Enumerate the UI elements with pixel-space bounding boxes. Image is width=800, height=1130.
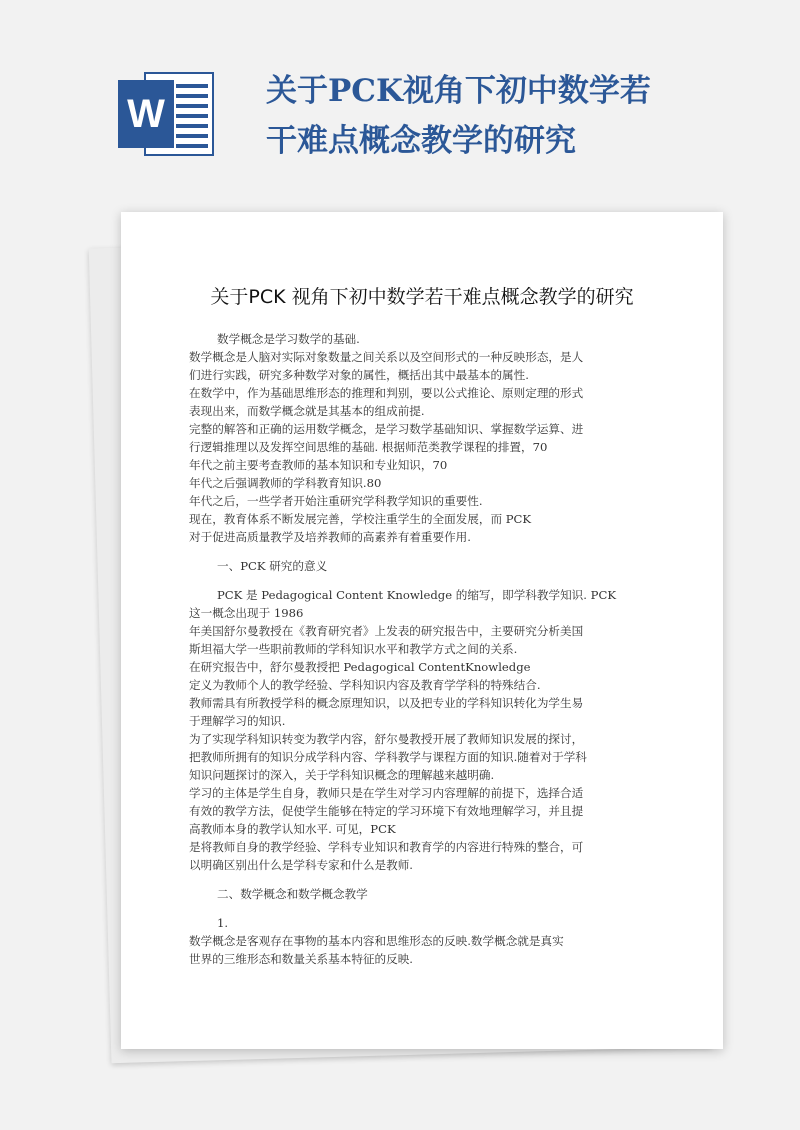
paragraph-line: 表现出来，而数学概念就是其基本的组成前提. — [189, 404, 425, 418]
paragraph-line: 对于促进高质量教学及培养教师的高素养有着重要作用. — [189, 530, 471, 544]
section-heading: 一、PCK 研究的意义 — [217, 559, 328, 573]
header-title-line1: 关于PCK视角下初中数学若 — [266, 73, 651, 109]
document-body — [189, 330, 639, 968]
document-page — [121, 212, 723, 1049]
paragraph-line: 知识问题探讨的深入，关于学科知识概念的理解越来越明确. — [189, 768, 495, 782]
paragraph-line: 数学概念是客观存在事物的基本内容和思维形态的反映.数学概念就是真实 — [189, 934, 564, 948]
paragraph-line: 这一概念出现于 1986 — [189, 606, 304, 620]
paragraph-line: 完整的解答和正确的运用数学概念，是学习数学基础知识、掌握数学运算、进 — [189, 422, 584, 436]
paragraph-line: 们进行实践，研究多种数学对象的属性，概括出其中最基本的属性. — [189, 368, 529, 382]
paragraph-line: 是将教师自身的教学经验、学科专业知识和教育学的内容进行特殊的整合，可 — [189, 840, 584, 854]
paragraph-line: 行逻辑推理以及发挥空间思维的基础. 根据师范类教学课程的排置，70 — [189, 440, 548, 454]
paragraph-line: 以明确区别出什么是学科专家和什么是教师. — [189, 858, 413, 872]
paragraph-line: 年代之后强调教师的学科教育知识.80 — [189, 476, 382, 490]
word-logo — [118, 72, 214, 156]
paragraph-line: 于理解学习的知识. — [189, 714, 286, 728]
paragraph-line: PCK 是 Pedagogical Content Knowledge 的缩写，即学科教学知识. PCK — [217, 588, 616, 602]
header-title — [266, 66, 686, 166]
document-title: 关于PCK 视角下初中数学若干难点概念教学的研究 — [210, 286, 634, 308]
paragraph-line: 把教师所拥有的知识分成学科内容、学科教学与课程方面的知识.随着对于学科 — [189, 750, 587, 764]
paragraph-line: 世界的三维形态和数量关系基本特征的反映. — [189, 952, 413, 966]
paragraph-line: 有效的教学方法，促使学生能够在特定的学习环境下有效地理解学习，并且提 — [189, 804, 584, 818]
paragraph-line: 数学概念是学习数学的基础. — [217, 332, 360, 346]
paragraph-line: 为了实现学科知识转变为教学内容，舒尔曼教授开展了教师知识发展的探讨， — [189, 732, 584, 746]
list-number: 1. — [217, 916, 229, 930]
paragraph-line: 年美国舒尔曼教授在《教育研究者》上发表的研究报告中，主要研究分析美国 — [189, 624, 584, 638]
paragraph-line: 数学概念是人脑对实际对象数量之间关系以及空间形式的一种反映形态，是人 — [189, 350, 584, 364]
header-title-line2: 干难点概念教学的研究 — [266, 123, 576, 159]
paragraph-line: 教师需具有所教授学科的概念原理知识，以及把专业的学科知识转化为学生易 — [189, 696, 584, 710]
paragraph-line: 斯坦福大学一些职前教师的学科知识水平和教学方式之间的关系. — [189, 642, 518, 656]
paragraph-line: 年代之前主要考查教师的基本知识和专业知识，70 — [189, 458, 448, 472]
section-heading: 二、数学概念和数学概念教学 — [217, 887, 368, 901]
paragraph-line: 学习的主体是学生自身，教师只是在学生对学习内容理解的前提下，选择合适 — [189, 786, 584, 800]
paragraph-line: 高教师本身的教学认知水平. 可见，PCK — [189, 822, 396, 836]
watermark — [57, 148, 84, 178]
paragraph-line: 年代之后，一些学者开始注重研究学科教学知识的重要性. — [189, 494, 483, 508]
paragraph-line: 现在，教育体系不断发展完善，学校注重学生的全面发展，而 PCK — [189, 512, 532, 526]
paragraph-line: 在研究报告中，舒尔曼教授把 Pedagogical ContentKnowledge — [189, 660, 531, 674]
word-icon: W — [118, 80, 174, 148]
paragraph-line: 定义为教师个人的教学经验、学科知识内容及教育学学科的特殊结合. — [189, 678, 541, 692]
paragraph-line: 在数学中，作为基础思维形态的推理和判别，要以公式推论、原则定理的形式 — [189, 386, 584, 400]
